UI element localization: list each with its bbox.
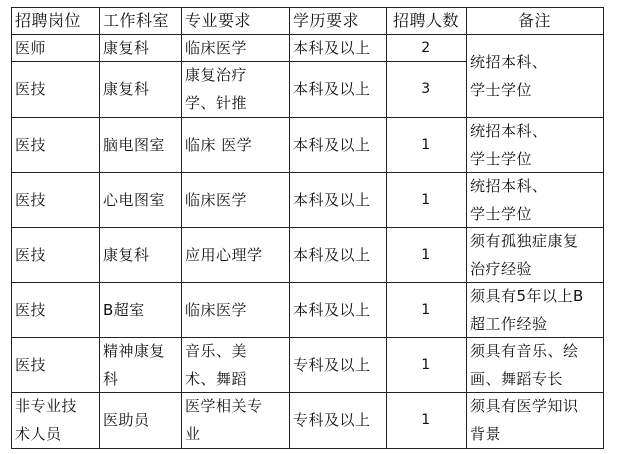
count-cell: 1 [421,356,431,373]
department-cell [103,131,177,159]
department-cell-line: 康复科 [103,38,150,57]
position-cell [15,296,95,324]
education-cell-line: 本科及以上 [293,135,371,154]
note-cell-line: 须有孤独症康复 [470,232,579,250]
column-divider [11,7,12,449]
column-divider [289,7,290,449]
header-cell: 工作科室 [103,11,170,30]
education-cell-line: 专科及以上 [293,411,371,429]
department-cell [103,241,177,269]
major-cell [185,61,285,117]
header-cell: 学历要求 [293,11,360,30]
education-cell [293,351,382,379]
position-cell-line: 医师 [15,38,47,57]
position-cell [15,241,95,269]
department-cell [103,296,177,324]
note-cell-merged-line: 统招本科、 [470,52,548,71]
major-cell-line: 临床 医学 [185,135,253,154]
note-cell-line: 统招本科、 [470,177,548,195]
department-cell [103,186,177,214]
note-cell-line: 学士学位 [470,150,533,168]
position-cell [15,131,95,159]
education-cell [293,406,382,434]
note-cell-merged [470,48,599,104]
department-cell-line: 心电图室 [103,190,166,209]
major-cell [185,35,285,61]
position-cell-line: 医技 [15,355,47,374]
department-cell [103,35,177,61]
education-cell-line: 本科及以上 [293,80,371,98]
count-cell: 3 [421,81,431,97]
department-cell-line: 精神康复 [103,342,166,360]
major-cell [185,296,285,324]
education-cell-line: 本科及以上 [293,245,371,264]
note-cell-line: 须具有5年以上B [470,287,584,305]
department-cell-line: 康复科 [103,80,150,98]
department-cell-line: B超室 [103,300,145,319]
count-cell: 2 [421,39,431,56]
position-cell [15,35,95,61]
education-cell-line: 本科及以上 [293,190,371,209]
note-cell-line: 须具有音乐、绘 [470,342,579,360]
count-cell: 1 [421,301,431,318]
note-cell [470,117,599,173]
major-cell [185,392,285,448]
header-cell: 备注 [517,11,551,30]
position-cell-line: 医技 [15,80,47,98]
education-cell-line: 专科及以上 [293,355,371,374]
position-cell [15,351,95,379]
position-cell-line: 医技 [15,190,47,209]
education-cell [293,296,382,324]
note-cell [470,227,599,283]
education-cell-line: 本科及以上 [293,300,371,319]
count-cell: 1 [421,412,431,428]
note-cell-line: 学士学位 [470,205,533,223]
note-cell-line: 超工作经验 [470,315,548,333]
department-cell [103,75,177,103]
education-cell [293,75,382,103]
major-cell-line: 术、舞蹈 [185,370,248,388]
education-cell [293,241,382,269]
note-cell-line: 须具有医学知识 [470,397,579,415]
education-cell [293,131,382,159]
column-divider [466,7,467,449]
position-cell-line: 医技 [15,245,47,264]
major-cell-line: 临床医学 [185,38,248,57]
count-cell: 1 [421,246,431,263]
header-cell: 招聘岗位 [15,11,82,30]
note-cell-line: 画、舞蹈专长 [470,370,564,388]
education-cell [293,35,382,61]
note-cell [470,337,599,393]
header-cell: 专业要求 [185,11,252,30]
note-cell [470,282,599,338]
position-cell [15,186,95,214]
major-cell-line: 临床医学 [185,190,248,209]
major-cell [185,186,285,214]
education-cell-line: 本科及以上 [293,38,371,57]
header-cell: 招聘人数 [392,11,459,30]
note-cell [470,392,599,448]
column-divider [386,7,387,449]
major-cell [185,241,285,269]
column-divider [181,7,182,449]
position-cell [15,392,95,448]
note-cell-line: 统招本科、 [470,122,548,140]
major-cell-line: 临床医学 [185,300,248,319]
column-divider [99,7,100,449]
major-cell-line: 医学相关专 [185,397,263,415]
count-cell: 1 [421,191,431,208]
department-cell-line: 医助员 [103,411,150,429]
department-cell-line: 脑电图室 [103,135,166,154]
note-cell-merged-line: 学士学位 [470,80,533,99]
major-cell-line: 音乐、美 [185,342,248,360]
major-cell-line: 康复治疗 [185,66,248,84]
department-cell [103,406,177,434]
position-cell-line: 医技 [15,300,47,319]
department-cell-line: 康复科 [103,245,150,264]
note-cell [470,172,599,228]
department-cell [103,337,177,393]
major-cell [185,337,285,393]
major-cell [185,131,285,159]
education-cell [293,186,382,214]
position-cell-line: 术人员 [15,425,62,443]
note-cell-line: 背景 [470,425,502,443]
note-cell-line: 治疗经验 [470,260,533,278]
column-divider [603,7,604,449]
department-cell-line: 科 [103,370,119,388]
major-cell-line: 应用心理学 [185,245,263,264]
position-cell [15,75,95,103]
position-cell-line: 医技 [15,135,47,154]
major-cell-line: 学、针推 [185,94,248,112]
position-cell-line: 非专业技 [15,397,78,415]
count-cell: 1 [421,136,431,153]
major-cell-line: 业 [185,425,201,443]
